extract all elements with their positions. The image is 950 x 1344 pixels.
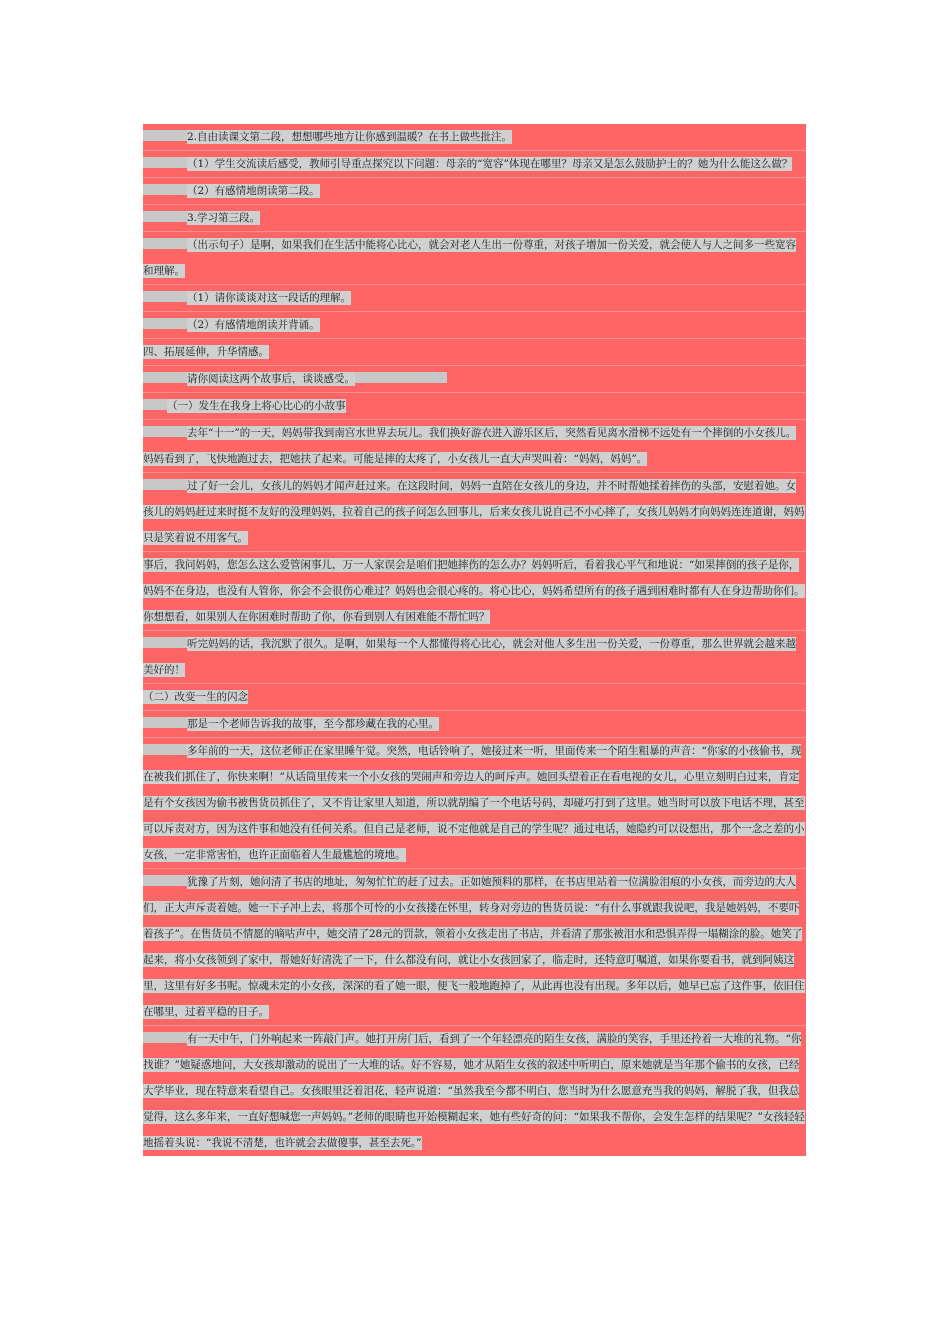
indent-block bbox=[143, 1032, 187, 1043]
heading-text: 四、拓展延伸，升华情感。 bbox=[143, 346, 269, 358]
indent-block bbox=[143, 372, 187, 383]
paragraph-text: 事后，我问妈妈，您怎么这么爱管闲事儿，万一人家误会是咱们把她摔伤的怎么办？妈妈听后，看着我心平气和地说：“如果摔倒的孩子是你，妈妈不在身边，也没有人管你，你会不会很伤心难过？妈妈也会很心疼的。将心比心，妈妈希望所有的孩子遇到困难时都有人在身边帮助你们。你想想看，如果别人在你困难时帮助了你，你看到别人有困难能不帮忙吗？ bbox=[143, 559, 805, 623]
paragraph bbox=[143, 869, 806, 1026]
paragraph-text: 过了好一会儿，女孩儿的妈妈才闻声赶过来。在这段时间，妈妈一直陪在女孩儿的身边，并不时帮她揉着摔伤的头部，安慰着她。女孩儿的妈妈赶过来时挺不友好的没理妈妈，拉着自己的孩子问怎么回事儿，后来女孩儿说自己不小心摔了，女孩儿妈妈才向妈妈连连道谢，妈妈只是笑着说不用客气。 bbox=[143, 480, 805, 544]
story-title-text: （一）发生在我身上将心比心的小故事 bbox=[167, 400, 346, 412]
paragraph-text: 2.自由读课文第二段，想想哪些地方让你感到温暖？在书上做些批注。 bbox=[187, 131, 513, 143]
indent-block bbox=[143, 318, 187, 329]
paragraph bbox=[143, 312, 806, 339]
story-title bbox=[143, 393, 806, 420]
paragraph-text: 多年前的一天，这位老师正在家里睡午觉。突然，电话铃响了，她接过来一听，里面传来一个陌生粗暴的声音：“你家的小孩偷书，现在被我们抓住了，你快来啊！”从话筒里传来一个小女孩的哭闹声和旁边人的呵斥声。她回头望着正在看电视的女儿，心里立刻明白过来，肯定是有个女孩因为偷书被售货员抓住了，又不肯让家里人知道，所以就胡编了一个电话号码，却碰巧打到了这里。她当时可以放下电话不理，甚至可以斥责对方，因为这件事和她没有任何关系。但自己是老师，说不定他就是自己的学生呢？通过电话，她隐约可以设想出，那个一念之差的小女孩，一定非常害怕，也许正面临着人生最尴尬的境地。 bbox=[143, 745, 805, 861]
paragraph-text: （出示句子）是啊，如果我们在生活中能将心比心，就会对老人生出一份尊重，对孩子增加一份关爱，就会使人与人之间多一些宽容和理解。 bbox=[143, 239, 796, 277]
paragraph-text: 听完妈妈的话，我沉默了很久。是啊，如果每一个人都懂得将心比心，就会对他人多生出一份关爱，一份尊重，那么世界就会越来越美好的！ bbox=[143, 638, 796, 676]
paragraph bbox=[143, 366, 806, 393]
indent-block bbox=[143, 637, 187, 648]
indent-block bbox=[143, 875, 187, 886]
paragraph bbox=[143, 232, 806, 285]
paragraph-text: 那是一个老师告诉我的故事，至今都珍藏在我的心里。 bbox=[187, 718, 439, 730]
paragraph-text: 3.学习第三段。 bbox=[187, 212, 261, 224]
paragraph bbox=[143, 178, 806, 205]
indent-block bbox=[143, 211, 187, 222]
indent-block bbox=[143, 157, 187, 168]
paragraph-text: （2）有感情地朗读第二段。 bbox=[187, 185, 320, 197]
paragraph bbox=[143, 473, 806, 552]
indent-block bbox=[143, 744, 187, 755]
paragraph bbox=[143, 552, 806, 631]
paragraph bbox=[143, 285, 806, 312]
indent-block bbox=[143, 130, 187, 141]
indent-block bbox=[143, 291, 187, 302]
trailing-block bbox=[355, 372, 447, 383]
paragraph-text: （1）请你谈谈对这一段话的理解。 bbox=[187, 292, 352, 304]
paragraph bbox=[143, 124, 806, 151]
paragraph-text: （1）学生交流读后感受，教师引导重点探究以下问题：母亲的“宽容”体现在哪里？母亲又是怎么鼓励护士的？她为什么能这么做？ bbox=[187, 158, 793, 170]
indent-block bbox=[143, 717, 187, 728]
indent-block bbox=[143, 426, 187, 437]
section-heading bbox=[143, 339, 806, 366]
paragraph bbox=[143, 205, 806, 232]
indent-block bbox=[143, 184, 187, 195]
story-title bbox=[143, 684, 806, 711]
paragraph bbox=[143, 420, 806, 473]
paragraph-text: 有一天中午，门外响起来一阵敲门声。她打开房门后，看到了一个年轻漂亮的陌生女孩，满脸的笑容，手里还拎着一大堆的礼物。“你找谁？”她疑惑地问，大女孩却激动的说出了一大堆的话。好不容易，她才从陌生女孩的叙述中听明白，原来她就是当年那个偷书的女孩，已经大学毕业，现在特意来看望自己。女孩眼里泛着泪花，轻声说道：“虽然我至今都不明白，您当时为什么愿意充当我的妈妈，解脱了我，但我总觉得，这么多年来，一直好想喊您一声妈妈。”老师的眼睛也开始模糊起来，她有些好奇的问：“如果我不帮你，会发生怎样的结果呢？”女孩轻轻地摇着头说：“我说不清楚，也许就会去做傻事，甚至去死。” bbox=[143, 1033, 805, 1149]
document-body bbox=[143, 124, 806, 1156]
paragraph bbox=[143, 738, 806, 869]
paragraph bbox=[143, 711, 806, 738]
indent-block bbox=[143, 238, 187, 249]
paragraph-text: 去年“十一”的一天，妈妈带我到南宫水世界去玩儿。我们换好游衣进入游乐区后，突然看见离水滑梯不远处有一个摔倒的小女孩儿。妈妈看到了，飞快地跑过去，把她扶了起来。可能是摔的太疼了，小女孩儿一直大声哭叫着：“妈妈，妈妈”。 bbox=[143, 427, 797, 465]
paragraph bbox=[143, 631, 806, 684]
paragraph bbox=[143, 151, 806, 178]
paragraph bbox=[143, 1026, 806, 1156]
paragraph-text: 犹豫了片刻，她问清了书店的地址，匆匆忙忙的赶了过去。正如她预料的那样，在书店里站着一位满脸泪痕的小女孩，而旁边的大人们，正大声斥责着她。她一下子冲上去，将那个可怜的小女孩搂在怀里，转身对旁边的售货员说：“有什么事就跟我说吧，我是她妈妈，不要吓着孩子”。在售货员不情愿的嘀咕声中，她交清了28元的罚款，领着小女孩走出了书店，并看清了那张被泪水和恐惧弄得一塌糊涂的脸。她笑了起来，将小女孩领到了家中，帮她好好清洗了一下，什么都没有问，就让小女孩回家了，临走时，还特意叮嘱道，如果你要看书，就到阿姨这里，这里有好多书呢。惊魂未定的小女孩，深深的看了她一眼，便飞一般地跑掉了，从此再也没有出现。多年以后，她早已忘了这件事，依旧住在哪里，过着平稳的日子。 bbox=[143, 876, 805, 1018]
story-title-text: （二）改变一生的闪念 bbox=[143, 691, 248, 703]
indent-block bbox=[143, 399, 167, 410]
paragraph-text: 请你阅读这两个故事后，谈谈感受。 bbox=[187, 373, 355, 385]
indent-block bbox=[143, 479, 187, 490]
paragraph-text: （2）有感情地朗读并背诵。 bbox=[187, 319, 320, 331]
